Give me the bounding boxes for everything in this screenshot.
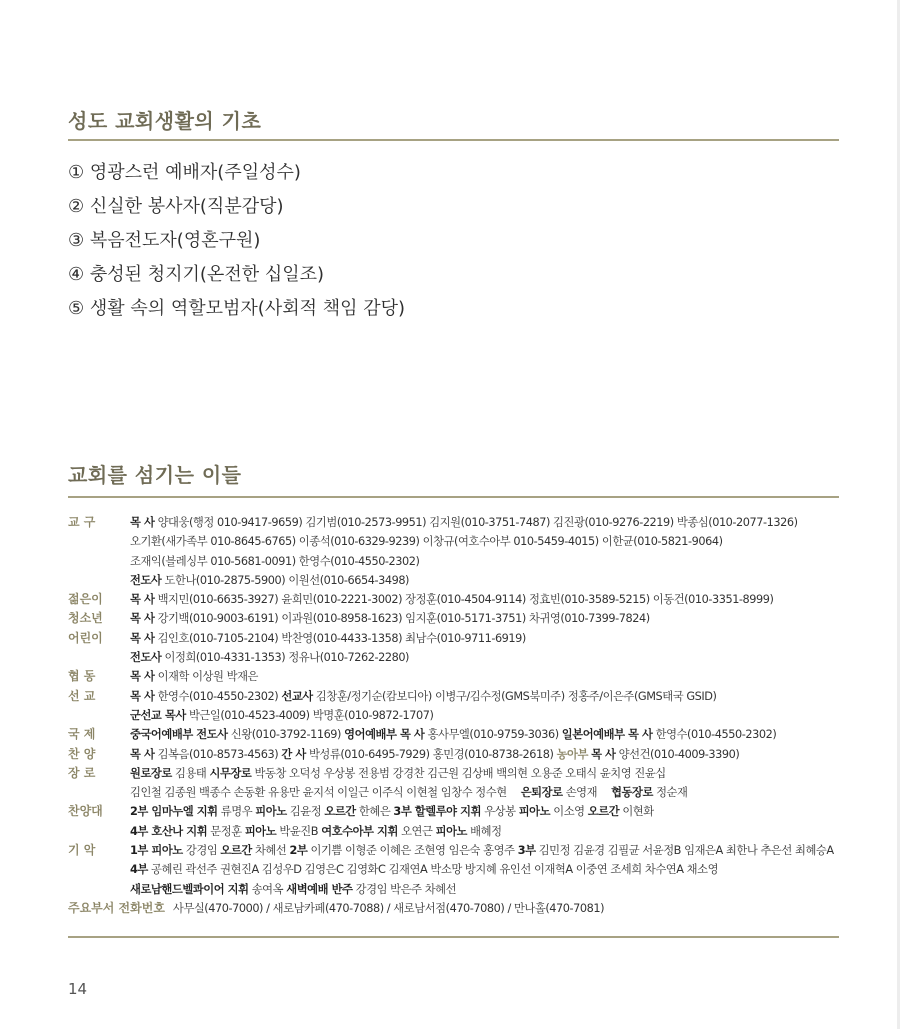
roster-group — [68, 687, 838, 726]
role-label: 3부 할렐루야 지휘 — [393, 805, 482, 819]
roster-category: 청소년 — [68, 611, 103, 626]
names-text: 김인철 김종원 백종수 손동환 유용만 윤지석 이일근 이주식 이현철 임창수 정수현 — [130, 786, 507, 800]
role-label: 여호수아부 지휘 — [321, 824, 398, 838]
roster-line — [130, 841, 838, 860]
roster-line — [130, 880, 838, 899]
roster-group — [68, 609, 838, 628]
names-text: 배혜정 — [467, 824, 502, 838]
role-label: 4부 — [130, 863, 148, 877]
names-text: 박윤진B — [276, 824, 322, 838]
names-text: 한혜은 — [355, 805, 394, 819]
role-label: 중국어예배부 전도사 — [130, 728, 228, 742]
names-text: 강경임 박은주 차혜선 — [352, 882, 457, 896]
role-label: 목 사 — [130, 593, 155, 607]
roster-line — [130, 552, 838, 571]
roster-category: 장 로 — [68, 765, 96, 780]
names-text: 이소영 — [550, 805, 588, 819]
role-label: 오르간 — [220, 844, 252, 858]
role-label: 피아노 — [518, 805, 551, 819]
section-title-basics: 성도 교회생활의 기초 — [68, 109, 262, 133]
names-text: 김복음(010-8573-4563) — [154, 747, 282, 761]
names-text: 김윤정 — [286, 805, 325, 819]
page-number: 14 — [68, 980, 88, 998]
names-text: 한영수(010-4550-2302) — [652, 728, 777, 742]
roster-line — [130, 667, 838, 686]
names-text: 백지민(010-6635-3927) 윤희민(010-2221-3002) 장정훈(010-4504-9114) 정효빈(010-3589-5215) 이동건(010-3351-8999) — [154, 593, 774, 607]
role-label: 시무장로 — [209, 766, 252, 780]
role-label: 4부 호산나 지휘 — [130, 824, 208, 838]
bottom-rule — [68, 936, 839, 938]
roster-line — [130, 860, 838, 879]
names-text: 이현화 — [619, 805, 654, 819]
role-label: 군선교 목사 — [130, 708, 186, 722]
phone-row — [68, 899, 838, 918]
names-text: 신왕(010-3792-1169) — [227, 728, 345, 742]
roster-line — [130, 513, 838, 532]
role-label: 전도사 — [130, 651, 162, 665]
roster-category: 기 악 — [68, 843, 96, 858]
role-label: 목 사 — [130, 670, 155, 684]
role-label: 은퇴장로 — [520, 786, 563, 800]
names-text: 오연근 — [397, 824, 436, 838]
roster-line — [130, 609, 838, 628]
role-label: 일본어예배부 목 사 — [561, 728, 653, 742]
names-text: 이기쁨 이형준 이혜은 조현영 임은숙 홍영주 — [307, 844, 518, 858]
role-label: 영어예배부 목 사 — [344, 728, 425, 742]
names-text: 한영수(010-4550-2302) — [154, 689, 282, 703]
role-label: 간 사 — [281, 747, 306, 761]
role-label: 선교사 — [281, 689, 313, 703]
roster-group — [68, 764, 838, 803]
roster-group — [68, 841, 838, 899]
names-text: 양선건(010-4009-3390) — [615, 747, 740, 761]
roster-category: 협 동 — [68, 669, 96, 684]
names-text: 박근일(010-4523-4009) 박명훈(010-9872-1707) — [185, 708, 434, 722]
basics-item: ③ 복음전도자(영혼구원) — [68, 230, 261, 251]
names-text: 우상봉 — [481, 805, 519, 819]
roster-line — [130, 745, 838, 764]
role-label: 전도사 — [130, 573, 162, 587]
role-label: 오르간 — [587, 805, 620, 819]
dept-label: 농아부 — [556, 747, 588, 761]
names-text: 박성류(010-6495-7929) 홍민경(010-8738-2618) — [305, 747, 557, 761]
roster-line — [130, 725, 838, 744]
roster-line — [130, 590, 838, 609]
names-text: 도한나(010-2875-5900) 이원선(010-6654-3498) — [161, 573, 410, 587]
names-text: 양대웅(행정 010-9417-9659) 김기범(010-2573-9951) 김지원(010-3751-7487) 김진광(010-9276-2219) 박종심(010-2077-1326) — [154, 516, 798, 529]
role-label: 피아노 — [244, 824, 277, 838]
names-text: 손영재 — [562, 786, 598, 800]
section-title-servants: 교회를 섬기는 이들 — [68, 463, 242, 487]
roster-category: 어린이 — [68, 630, 103, 645]
names-text: 박동창 오덕성 우상봉 전용범 강경찬 김근원 김상배 백의현 오용준 오태식 윤치영 진윤십 — [251, 766, 666, 780]
basics-item: ② 신실한 봉사자(직분감당) — [68, 196, 284, 217]
names-text: 김용태 — [171, 766, 210, 780]
names-text: 홍사무엘(010-9759-3036) — [424, 728, 562, 742]
roster-line — [130, 687, 838, 706]
roster-group — [68, 629, 838, 668]
role-label: 협동장로 — [611, 786, 653, 800]
roster-line — [130, 571, 838, 590]
roster-category: 젊은이 — [68, 592, 103, 607]
names-text: 김인호(010-7105-2104) 박찬영(010-4433-1358) 최남수(010-9711-6919) — [154, 631, 526, 645]
roster-group — [68, 590, 838, 609]
names-text: 송여옥 — [248, 882, 287, 896]
role-label: 목 사 — [130, 689, 155, 703]
roster-category: 선 교 — [68, 688, 96, 703]
roster-category: 국 제 — [68, 727, 96, 742]
names-text: 정순재 — [652, 786, 688, 800]
names-text: 이정희(010-4331-1353) 정유나(010-7262-2280) — [161, 651, 410, 665]
names-text: 이재학 이상원 박재은 — [154, 670, 259, 684]
basics-list — [68, 156, 405, 326]
names-text: 강경임 — [182, 844, 221, 858]
names-text: 조재익(블레싱부 010-5681-0091) 한영수(010-4550-2302) — [130, 554, 420, 568]
role-label: 새로남핸드벨콰이어 지휘 — [130, 882, 249, 896]
role-label: 2부 임마누엘 지휘 — [130, 805, 218, 819]
roster-line — [130, 783, 838, 802]
roster-group — [68, 745, 838, 764]
names-text: 류명우 — [217, 805, 256, 819]
roster-line — [130, 822, 838, 841]
roster-line — [130, 648, 838, 667]
role-label: 목 사 — [130, 612, 155, 626]
roster-group — [68, 667, 838, 686]
names-text: 오기환(새가족부 010-8645-6765) 이종석(010-6329-9239) 이창규(여호수아부 010-5459-4015) 이한균(010-5821-9064) — [130, 535, 723, 549]
roster-category: 찬 양 — [68, 746, 96, 761]
role-label: 1부 피아노 — [130, 844, 183, 858]
names-text: 공혜린 곽선주 권현진A 김성우D 김영은C 김영화C 김재연A 박소망 방지혜 유인선 이재혁A 이중연 조세희 차수연A 채소영 — [147, 863, 719, 877]
phone-label: 주요부서 전화번호 — [68, 900, 165, 915]
roster-line — [130, 802, 838, 821]
role-label: 원로장로 — [130, 766, 172, 780]
roster-line — [130, 706, 838, 725]
role-label: 피아노 — [435, 824, 467, 838]
names-text: 김창훈/정기순(캄보디아) 이병구/김수정(GMS북미주) 정홍주/이은주(GMS태국 GSID) — [312, 689, 717, 703]
basics-item: ① 영광스런 예배자(주일성수) — [68, 162, 301, 183]
roster-line — [130, 629, 838, 648]
role-label: 목 사 — [591, 747, 616, 761]
role-label: 목 사 — [130, 516, 155, 529]
role-label: 새벽예배 반주 — [286, 882, 353, 896]
section-rule — [68, 139, 839, 141]
staff-roster — [68, 513, 838, 918]
names-text: 차혜선 — [251, 844, 290, 858]
roster-group — [68, 513, 838, 590]
names-text: 강기백(010-9003-6191) 이과원(010-8958-1623) 임지훈(010-5171-3751) 차귀영(010-7399-7824) — [154, 612, 650, 626]
role-label: 목 사 — [130, 747, 155, 761]
basics-item: ⑤ 생활 속의 역할모범자(사회적 책임 감당) — [68, 298, 405, 319]
roster-line — [130, 532, 838, 551]
roster-category: 찬양대 — [68, 804, 103, 819]
role-label: 피아노 — [255, 805, 287, 819]
basics-item: ④ 충성된 청지기(온전한 십일조) — [68, 264, 325, 285]
role-label: 3부 — [517, 844, 536, 858]
names-text: 문정훈 — [207, 824, 245, 838]
roster-line — [130, 764, 838, 783]
role-label: 목 사 — [130, 631, 155, 645]
names-text: 김민정 김윤경 김필균 서윤정B 임재은A 최한나 추은선 최혜승A — [535, 844, 834, 858]
role-label: 2부 — [289, 844, 308, 858]
role-label: 오르간 — [324, 805, 356, 819]
roster-group — [68, 725, 838, 744]
roster-group — [68, 802, 838, 841]
roster-category: 교 구 — [68, 515, 96, 529]
section-rule — [68, 496, 839, 498]
phone-numbers: 사무실(470-7000) / 새로남카페(470-7088) / 새로남서점(470-7080) / 만나홀(470-7081) — [172, 901, 605, 915]
